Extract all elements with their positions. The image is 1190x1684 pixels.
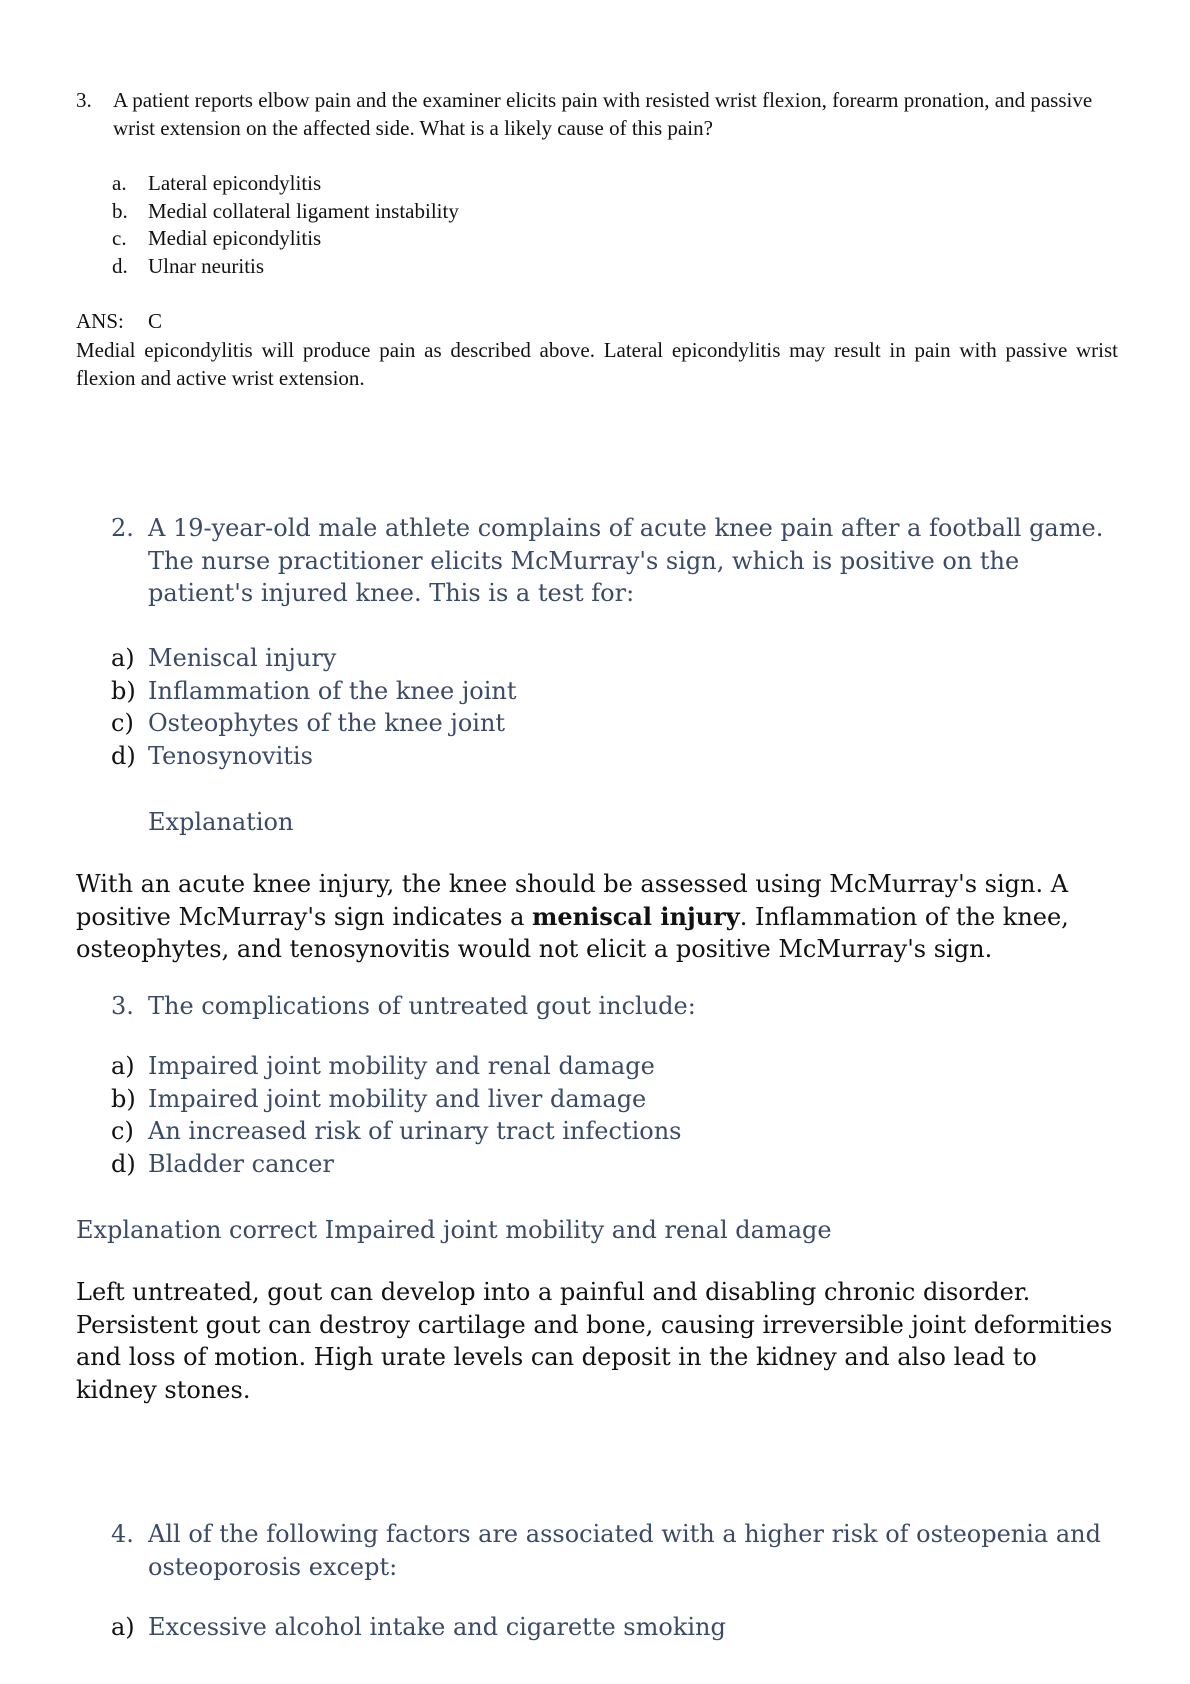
question-number: 4. — [111, 1520, 134, 1548]
option-letter: a) — [111, 1052, 135, 1080]
question-number: 3. — [76, 88, 92, 112]
option-letter: c) — [111, 709, 134, 737]
question-number: 3. — [111, 992, 134, 1020]
option-text: Medial collateral ligament instability — [148, 198, 459, 223]
explanation-text-part: . Inflammation of the knee, osteophytes, and tenosynovitis would not elicit a positive McMurray's sign. — [76, 902, 1069, 963]
explanation-bold-term: meniscal injury — [532, 901, 740, 931]
question-number: 2. — [111, 514, 134, 542]
option-text: Medial epicondylitis — [148, 226, 322, 250]
question-text: The complications of untreated gout include: — [148, 992, 696, 1020]
option-text: Excessive alcohol intake and cigarette smoking — [148, 1613, 726, 1641]
option-text: Impaired joint mobility and liver damage — [148, 1084, 647, 1113]
option-letter: d) — [111, 741, 136, 770]
answer-value: C — [148, 309, 163, 333]
explanation-text-part: With an acute knee injury, the knee should be assessed using McMurray's sign. A positive McMurray's sign indicates a — [76, 870, 1069, 931]
explanation-heading: Explanation correct Impaired joint mobility and renal damage — [76, 1216, 832, 1244]
option-letter: d. — [112, 253, 128, 278]
explanation-text — [76, 868, 1116, 966]
option-letter: c. — [112, 226, 127, 250]
option-letter: b. — [112, 198, 128, 223]
explanation-heading: Explanation — [148, 808, 294, 836]
option-text: Lateral epicondylitis — [148, 171, 322, 195]
answer-line — [76, 309, 162, 334]
question-text: All of the following factors are associated with a higher risk of osteopenia and osteoporosis except: — [148, 1520, 1101, 1581]
option-text: Meniscal injury — [148, 644, 337, 672]
option-letter: d) — [111, 1149, 136, 1178]
option-text: Tenosynovitis — [148, 741, 313, 770]
option-text: Inflammation of the knee joint — [148, 676, 517, 705]
answer-label: ANS: — [76, 309, 124, 333]
option-letter: a) — [111, 644, 135, 672]
question-text: A patient reports elbow pain and the examiner elicits pain with resisted wrist flexion, forearm pronation, and passive wrist extension on the affected side. What is a likely cause of this pain? — [113, 88, 1093, 140]
option-text: An increased risk of urinary tract infections — [148, 1117, 682, 1145]
option-letter: b) — [111, 676, 136, 705]
option-text: Impaired joint mobility and renal damage — [148, 1052, 655, 1080]
explanation-text: Left untreated, gout can develop into a painful and disabling chronic disorder. Persistent gout can destroy cartilage and bone, causing irreversible joint deformities and loss of motion. High urate levels can deposit in the kidney and also lead to kidney stones. — [76, 1278, 1113, 1404]
option-letter: a. — [112, 171, 127, 195]
option-text: Bladder cancer — [148, 1149, 334, 1178]
option-letter: c) — [111, 1117, 134, 1145]
option-letter: a) — [111, 1613, 135, 1641]
option-text: Ulnar neuritis — [148, 253, 265, 278]
option-text: Osteophytes of the knee joint — [148, 709, 506, 737]
question-text: A 19-year-old male athlete complains of acute knee pain after a football game. The nurse practitioner elicits McMurray's sign, which is positive on the patient's injured knee. This is a test for: — [148, 514, 1104, 607]
answer-explanation: Medial epicondylitis will produce pain as described above. Lateral epicondylitis may result in pain with passive wrist flexion and active wrist extension. — [76, 338, 1118, 390]
option-letter: b) — [111, 1084, 136, 1113]
